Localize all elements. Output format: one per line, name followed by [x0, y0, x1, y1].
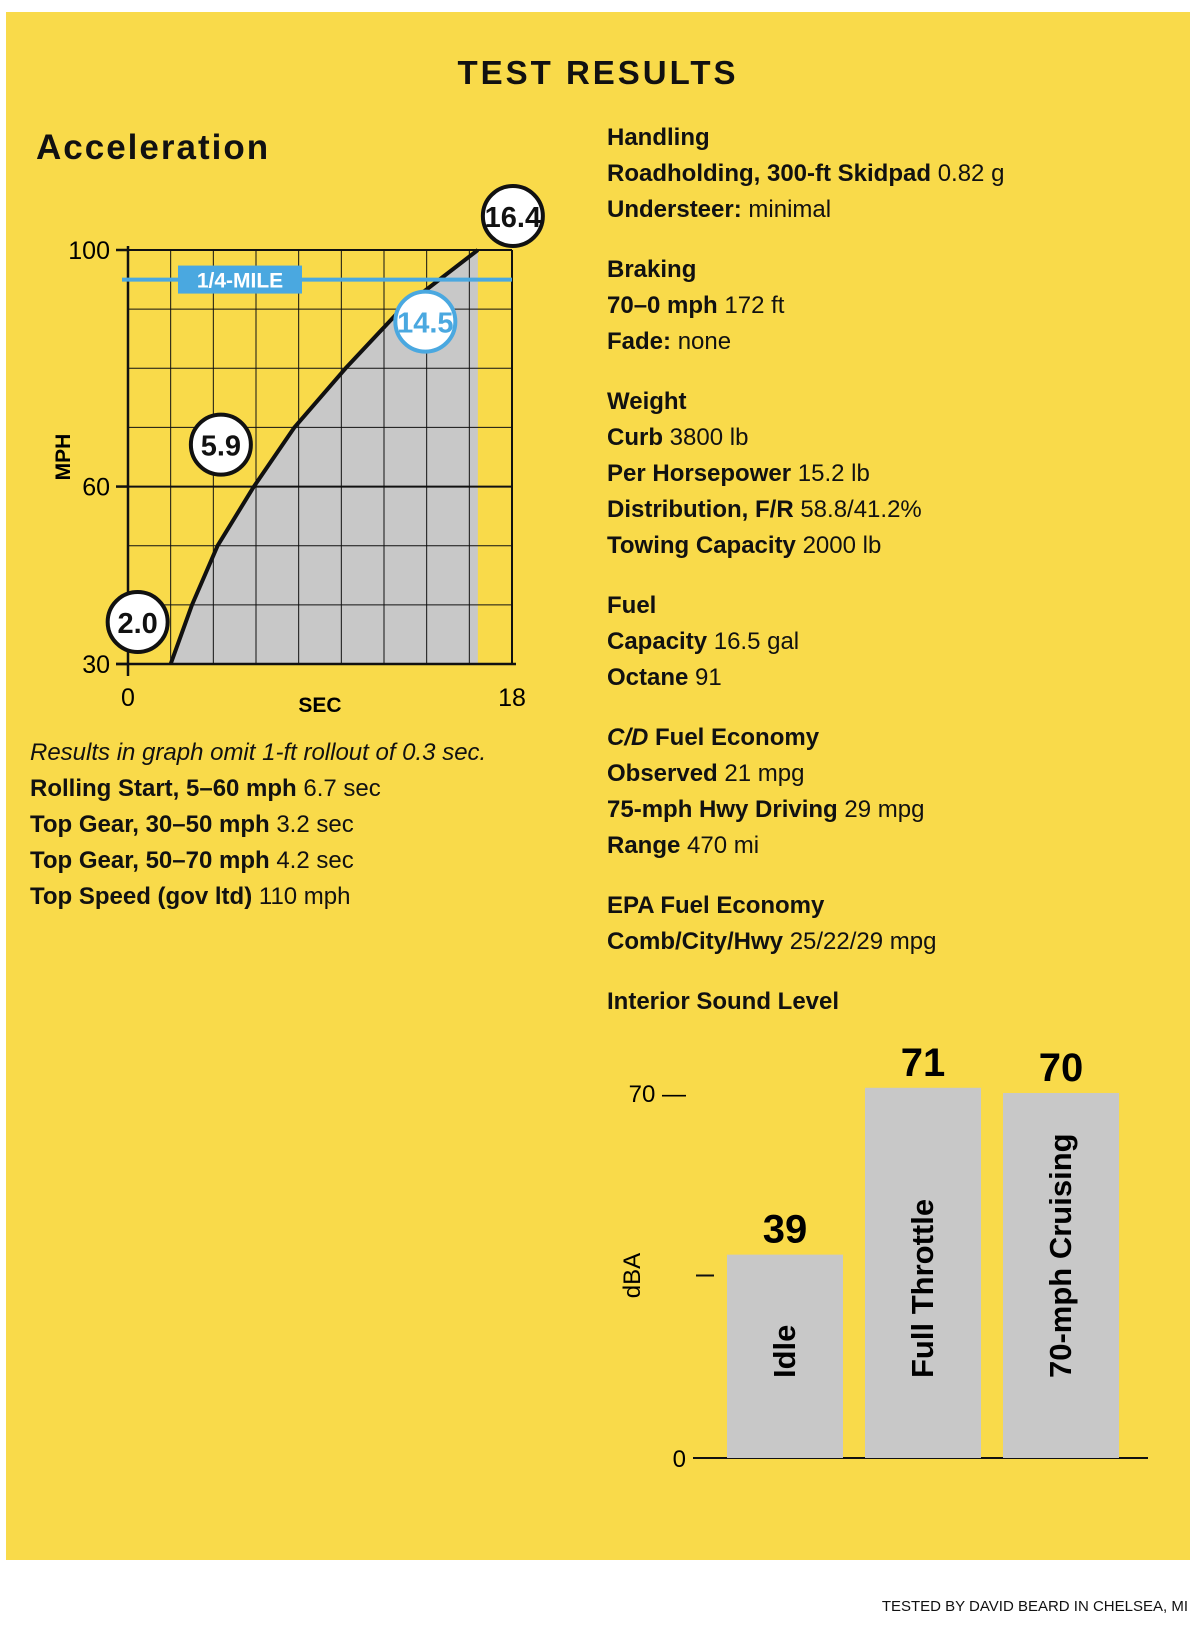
- y-tick-label: 60: [82, 473, 110, 502]
- bar-value-label: 39: [762, 1207, 808, 1252]
- result-value: 172 ft: [724, 292, 785, 319]
- stat-value: 4.2 sec: [276, 847, 354, 874]
- x-tick-label: 18: [498, 684, 526, 712]
- result-line: [607, 288, 1167, 324]
- bar-category-label: Full Throttle: [905, 1198, 940, 1378]
- callout-label: 2.0: [117, 608, 158, 640]
- result-line: [607, 492, 1167, 528]
- section-cd-fuel-economy: [607, 720, 1167, 864]
- result-line: [607, 828, 1167, 864]
- x-axis-label: SEC: [298, 694, 342, 717]
- stat-value: 110 mph: [258, 883, 351, 910]
- y-tick-label: 100: [68, 237, 110, 265]
- stat-line: [30, 843, 590, 879]
- stat-line: [30, 807, 590, 843]
- result-value: 91: [695, 664, 722, 691]
- result-value: 2000 lb: [802, 532, 882, 559]
- result-line: [607, 924, 1167, 960]
- result-label: Octane: [607, 664, 689, 691]
- section-heading: Weight: [607, 388, 687, 415]
- section-interior-sound: [607, 984, 1167, 1020]
- bar-value-label: 71: [900, 1040, 946, 1085]
- section-heading: Handling: [607, 124, 710, 151]
- result-label: Distribution, F/R: [607, 496, 794, 523]
- result-label: Roadholding, 300-ft Skidpad: [607, 160, 932, 187]
- section-braking: [607, 252, 1167, 360]
- result-line: [607, 624, 1167, 660]
- result-line: [607, 192, 1167, 228]
- page-title: TEST RESULTS: [457, 54, 739, 91]
- result-label: Curb: [607, 424, 663, 451]
- result-line: [607, 456, 1167, 492]
- stat-label: Rolling Start, 5–60 mph: [30, 775, 297, 802]
- test-results-list: [607, 120, 1167, 1044]
- section-heading: EPA Fuel Economy: [607, 892, 825, 919]
- result-line: [607, 324, 1167, 360]
- result-value: none: [677, 328, 732, 355]
- callout-label: 16.4: [484, 202, 542, 234]
- section-epa-fuel-economy: [607, 888, 1167, 960]
- stat-label: Top Speed (gov ltd): [30, 883, 253, 910]
- result-label: Per Horsepower: [607, 460, 792, 487]
- stat-label: Top Gear, 50–70 mph: [30, 847, 270, 874]
- result-label: Capacity: [607, 628, 708, 655]
- bar-y-tick-label: 0: [672, 1446, 686, 1473]
- bar-category-label: 70-mph Cruising: [1043, 1133, 1078, 1378]
- bar-category-label: Idle: [767, 1324, 802, 1378]
- result-value: 25/22/29 mpg: [789, 928, 937, 955]
- stat-value: 6.7 sec: [303, 775, 381, 802]
- section-fuel: [607, 588, 1167, 696]
- result-value: 29 mpg: [844, 796, 925, 823]
- heading-italic: C/D: [607, 724, 649, 751]
- result-value: 15.2 lb: [797, 460, 870, 487]
- y-axis-label: MPH: [52, 433, 75, 481]
- credit-line: TESTED BY DAVID BEARD IN CHELSEA, MI: [881, 1598, 1188, 1615]
- section-heading: [607, 720, 1167, 756]
- callout-label: 5.9: [200, 430, 242, 463]
- rollout-note: Results in graph omit 1-ft rollout of 0.3 sec.: [30, 739, 487, 766]
- section-handling: [607, 120, 1167, 228]
- result-value: 58.8/41.2%: [800, 496, 922, 523]
- result-value: 3800 lb: [669, 424, 749, 451]
- bar-y-tick-label: 70 —: [628, 1081, 686, 1108]
- x-tick-label: 0: [121, 684, 135, 712]
- result-line: [607, 756, 1167, 792]
- result-value: minimal: [748, 196, 832, 223]
- stat-label: Top Gear, 30–50 mph: [30, 811, 270, 838]
- stat-line: [30, 879, 590, 915]
- result-label: Understeer:: [607, 196, 742, 223]
- result-line: [607, 156, 1167, 192]
- y-tick-label: 30: [82, 651, 110, 679]
- section-weight: [607, 384, 1167, 564]
- result-label: 75-mph Hwy Driving: [607, 796, 838, 823]
- result-label: Range: [607, 832, 681, 859]
- acceleration-heading: Acceleration: [36, 128, 271, 167]
- result-line: [607, 528, 1167, 564]
- bar-value-label: 70: [1038, 1046, 1084, 1090]
- stat-value: 3.2 sec: [276, 811, 354, 838]
- result-label: 70–0 mph: [607, 292, 718, 319]
- result-label: Observed: [607, 760, 718, 787]
- stat-line: [30, 771, 590, 807]
- result-value: 0.82 g: [937, 160, 1005, 187]
- result-value: 470 mi: [687, 832, 760, 859]
- result-value: 21 mpg: [724, 760, 805, 787]
- result-line: [607, 792, 1167, 828]
- section-heading: Fuel: [607, 592, 657, 619]
- result-label: Comb/City/Hwy: [607, 928, 784, 955]
- section-heading: Braking: [607, 256, 697, 283]
- acceleration-results: [30, 735, 590, 915]
- callout-label: 14.5: [397, 307, 454, 340]
- result-value: 16.5 gal: [713, 628, 800, 655]
- quarter-mile-label: 1/4-MILE: [196, 269, 284, 293]
- result-line: [607, 660, 1167, 696]
- bar-y-axis-label: dBA: [619, 1252, 646, 1299]
- section-heading: Interior Sound Level: [607, 988, 840, 1015]
- result-label: Fade:: [607, 328, 672, 355]
- heading-text: Fuel Economy: [655, 724, 820, 751]
- result-label: Towing Capacity: [607, 532, 796, 559]
- result-line: [607, 420, 1167, 456]
